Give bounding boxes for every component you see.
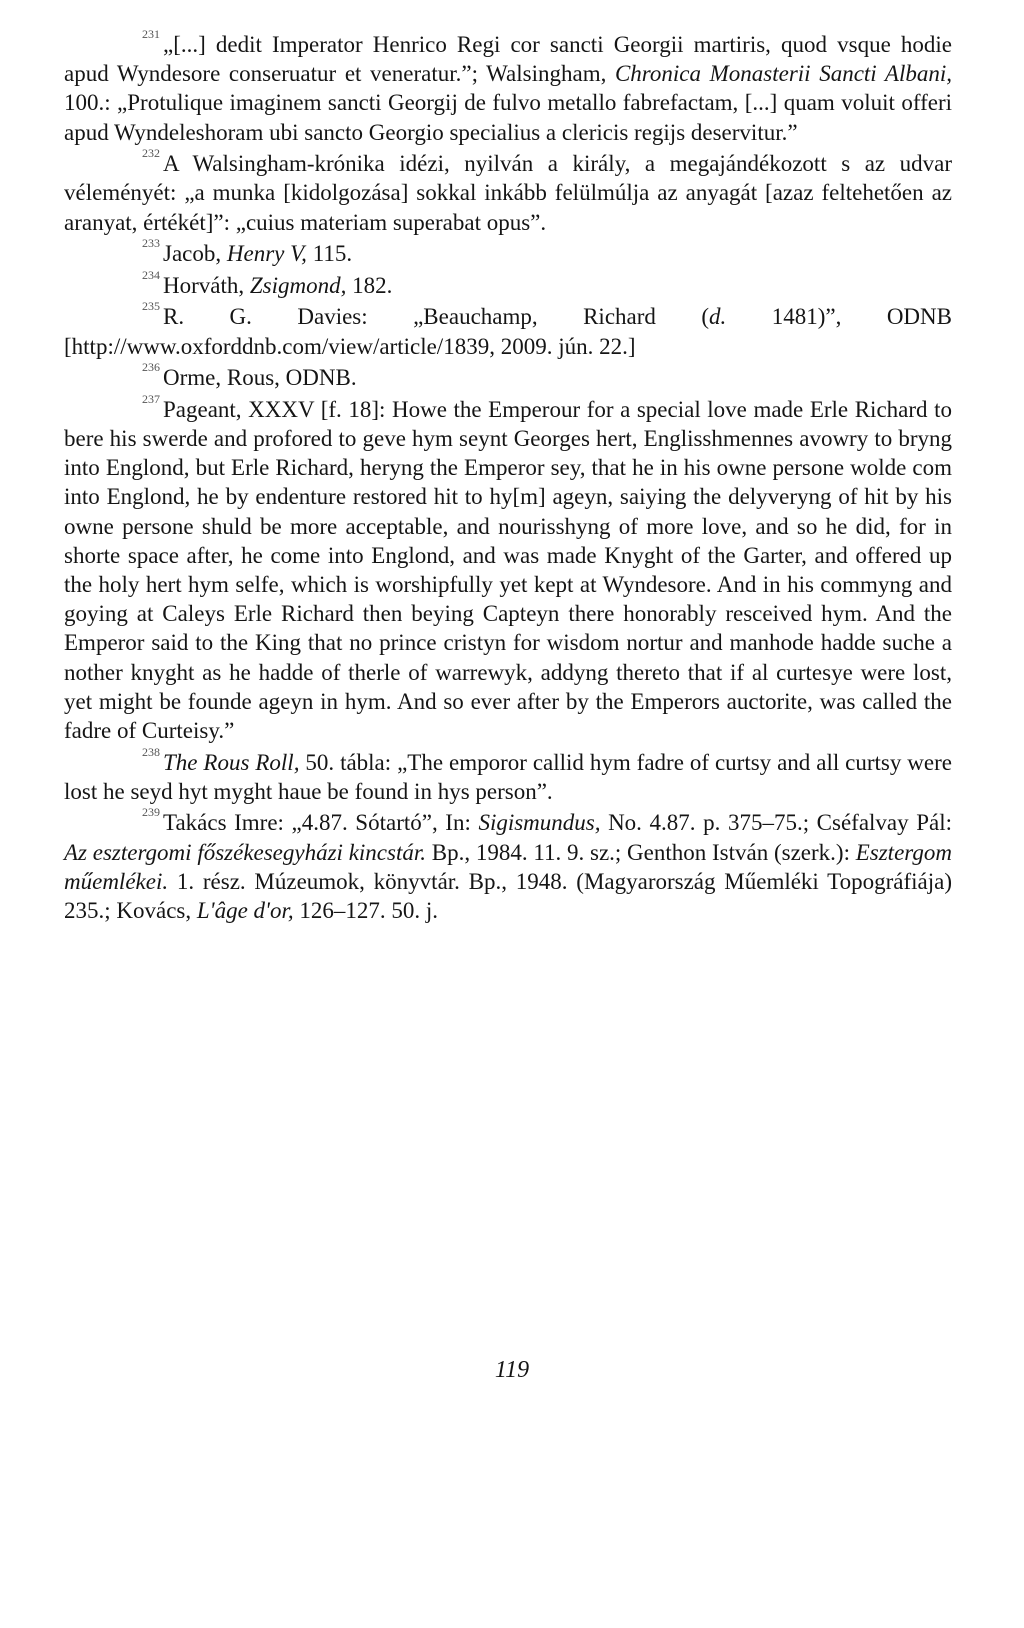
footnote-text: 1481)”, ODNB [http://www.oxforddnb.com/view/article/1839, 2009. jún. 22.] xyxy=(64,304,952,359)
footnote-italic: Zsigmond, xyxy=(249,272,347,298)
footnote-text: Takács Imre: „4.87. Sótartó”, In: xyxy=(163,810,479,836)
footnote-text: A Walsingham-krónika idézi, nyilván a király, a megajándékozott s az udvar véleményét: „a munka [kidolgozása] sokkal inkább felülmúlja az anyagát [azaz feltehetően az aranyat, értékét]”: „cuius materiam superabat opus”. xyxy=(64,151,952,235)
footnote xyxy=(64,146,952,237)
footnote-number: 236 xyxy=(142,360,160,375)
footnote-text: Pageant, XXXV [f. 18]: Howe the Emperour for a special love made Erle Richard to bere his swerde and profored to geve hym seynt Georges hert, Englisshmennes avowry to bryng into Englond, but Erle Richard, heryng the Emperor sey, that he in his owne persone wolde com into Englond, he by endenture restored hit to hy[m] ageyn, saiying the delyveryng of hit by his owne persone shuld be more acceptable, and nourisshyng of more love, and so he did, for in shorte space after, he come into Englond, and was made Knyght of the Garter, and offered up the holy hert hym selfe, which is worshipfully yet kept at Wyndesore. And in his commyng and goying at Caleys Erle Richard then beying Capteyn there honorably resceived hym. And the Emperor said to the King that no prince cristyn for wisdom nortur and manhode hadde suche a nother knyght as he hadde of therle of warrewyk, addyng thereto that if al curtesye were lost, yet might be founde ageyn in hym. And so ever after by the Emperors auctorite, was called the fadre of Curteisy.” xyxy=(64,396,952,744)
footnote xyxy=(64,805,953,925)
footnote xyxy=(64,391,952,745)
footnote-text: Horváth, xyxy=(163,272,250,298)
footnote-text: 100.: „Protulique imaginem sancti Georgij de fulvo metallo fabrefactam, [...] quam voluit offeri apud Wyndeleshoram ubi sancto Georgio specialius a clericis regijs deservitur.” xyxy=(64,90,952,145)
footnote-number: 237 xyxy=(142,391,160,406)
footnote-italic: Az esztergomi főszékesegyházi kincstár. xyxy=(64,839,426,865)
footnote xyxy=(64,360,952,392)
footnote-number: 238 xyxy=(142,744,160,759)
footnote-text: R. G. Davies: „Beauchamp, Richard ( xyxy=(163,304,710,330)
footnote-italic: Chronica Monasterii Sancti Albani, xyxy=(614,61,952,87)
footnote-text: Bp., 1984. 11. 9. sz.; Genthon István (szerk.): xyxy=(426,839,856,865)
footnote-italic: L'âge d'or, xyxy=(196,898,294,924)
footnote-number: 235 xyxy=(142,299,160,314)
footnote xyxy=(64,27,952,147)
footnote-text: No. 4.87. p. 375–75.; Cséfalvay Pál: xyxy=(600,810,953,836)
footnote-number: 234 xyxy=(142,267,160,282)
footnote-italic: Esztergom műemlékei. xyxy=(64,839,952,894)
footnote-number: 233 xyxy=(142,236,160,251)
footnote-text: 182. xyxy=(346,272,393,298)
footnote-number: 231 xyxy=(142,27,160,41)
footnote-text: 50. tábla: „The emporor callid hym fadre of curtsy and all curtsy were lost he seyd hyt myght haue be found in hys person”. xyxy=(64,749,952,804)
footnote-italic: Henry V, xyxy=(226,241,307,267)
footnotes-block xyxy=(64,27,953,925)
footnote-italic: d. xyxy=(709,304,727,330)
footnote-text: 1. rész. Múzeumok, könyvtár. Bp., 1948. (Magyarország Műemléki Topográfiája) 235.; Kovács, xyxy=(64,868,952,924)
footnote-number: 239 xyxy=(142,805,160,820)
footnote-italic: Sigismundus, xyxy=(478,810,601,836)
footnote-number: 232 xyxy=(142,146,160,161)
footnote-text: „[...] dedit Imperator Henrico Regi cor sancti Georgii martiris, quod vsque hodie apud Wyndesore conseruatur et veneratur.”; Walsingham, xyxy=(64,32,952,87)
footnote xyxy=(64,299,952,360)
footnote-text: Orme, Rous, ODNB. xyxy=(163,365,357,391)
footnote xyxy=(64,744,952,806)
footnote-text: 126–127. 50. j. xyxy=(293,898,439,924)
footnote-text: Jacob, xyxy=(163,241,227,267)
footnote xyxy=(64,267,952,300)
page-number: 119 xyxy=(494,1357,530,1383)
footnote-italic: The Rous Roll, xyxy=(163,749,300,775)
footnote xyxy=(64,236,952,268)
footnote-text: 115. xyxy=(306,241,353,267)
